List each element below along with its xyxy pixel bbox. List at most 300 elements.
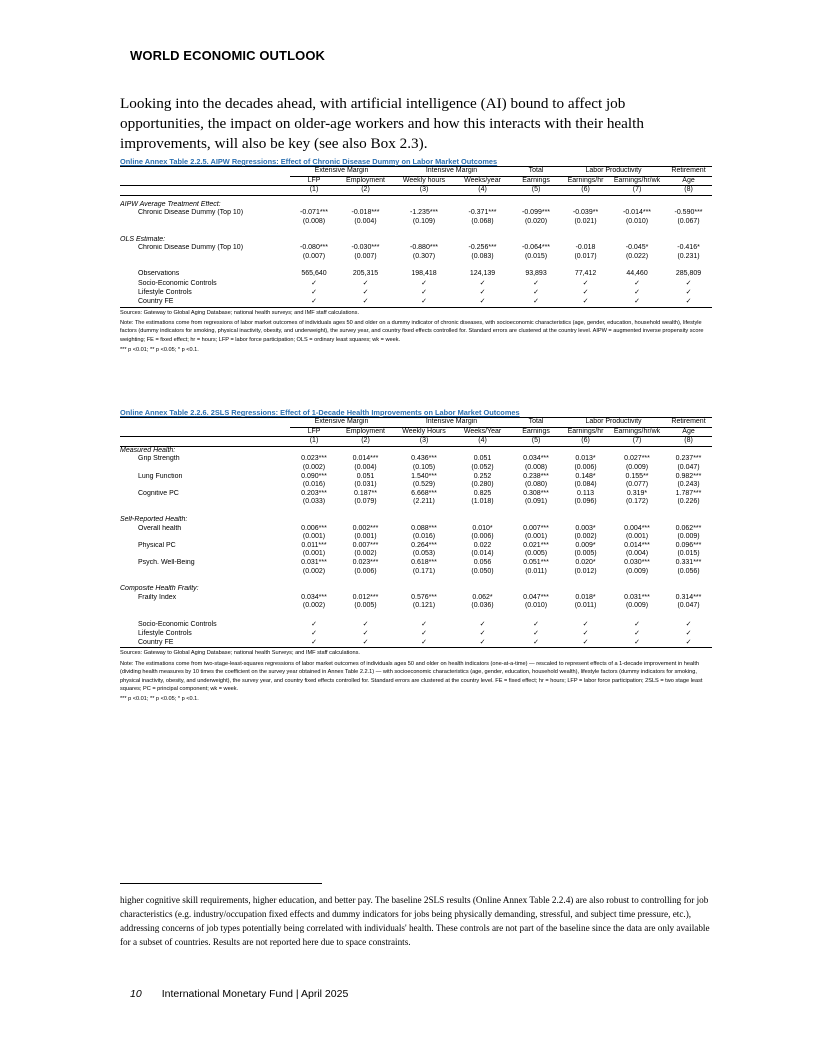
- value-cell: 0.187**: [354, 489, 377, 497]
- value-cell: 0.007***: [523, 524, 549, 532]
- row-label: Socio-Economic Controls: [138, 620, 217, 628]
- footnote: higher cognitive skill requirements, higher education, and better pay. The baseline 2SLS results (Online Annex Table 2.2.4) are also robust to controlling for job characteristics (e.g. industry/occupation fixed effects and dummy indicators for jobs being physically demanding, stressful, and subject time pressure, etc.), addressing concerns of job types potentially being correlated with individuals' health. These controls are not part of the baseline since the data are only available for a subset of countries. Results are not reported here due to space constraints.: [120, 895, 710, 947]
- column-header: Weekly Hours: [402, 427, 446, 435]
- coefficient-row: [120, 490, 712, 499]
- value-cell: (0.231): [677, 252, 700, 260]
- value-cell: (0.015): [677, 550, 700, 558]
- blank-cell: [120, 176, 290, 186]
- check-mark: ✓: [362, 630, 369, 638]
- check-mark: ✓: [685, 620, 692, 628]
- value-cell: 0.034***: [523, 455, 549, 463]
- value-cell: 0.155**: [625, 472, 649, 480]
- blank-cell: [510, 516, 562, 525]
- check-mark: ✓: [479, 289, 486, 297]
- significance-legend: *** p <0.01; ** p <0.05; * p <0.1.: [120, 346, 199, 353]
- value-cell: 93,893: [525, 270, 547, 278]
- value-cell: (0.010): [524, 602, 548, 610]
- value-cell: (0.084): [574, 481, 597, 489]
- observations-row: [120, 270, 712, 279]
- check-mark: ✓: [634, 289, 640, 297]
- blank-cell: [393, 446, 455, 455]
- check-mark: ✓: [311, 298, 317, 306]
- check-mark: ✓: [582, 630, 589, 638]
- value-cell: (0.080): [524, 481, 548, 489]
- row-label: Lung Function: [138, 472, 183, 480]
- section-header-row: [120, 446, 712, 455]
- value-cell: 0.264***: [411, 541, 437, 549]
- column-number: (2): [338, 437, 393, 447]
- value-cell: (0.050): [471, 567, 494, 575]
- value-cell: -0.416*: [677, 244, 700, 252]
- value-cell: (0.077): [625, 481, 649, 489]
- value-cell: 0.314***: [675, 593, 702, 601]
- value-cell: (0.053): [412, 550, 436, 558]
- blank-cell: [338, 585, 393, 594]
- value-cell: (2.211): [413, 498, 435, 506]
- coefficient-row: [120, 244, 712, 253]
- column-number: (6): [562, 437, 609, 447]
- blank-cell: [510, 201, 562, 210]
- row-label: Country FE: [138, 298, 174, 306]
- column-header: LFP: [307, 427, 321, 435]
- value-cell: (0.001): [302, 550, 326, 558]
- value-cell: 0.006***: [301, 524, 327, 532]
- value-cell: (0.172): [625, 498, 649, 506]
- value-cell: 0.018*: [575, 593, 596, 601]
- value-cell: (0.002): [574, 533, 597, 541]
- value-cell: (0.091): [524, 498, 548, 506]
- std-error-row: [120, 533, 712, 542]
- value-cell: 0.618***: [411, 558, 437, 566]
- column-header: Weeks/Year: [463, 427, 502, 435]
- value-cell: 0.020*: [575, 558, 596, 566]
- std-error-row: [120, 550, 712, 559]
- table-annex-2-2-6: [120, 408, 712, 706]
- value-cell: 0.002***: [352, 524, 379, 532]
- controls-row: [120, 638, 712, 648]
- blank-cell: [338, 236, 393, 245]
- value-cell: 0.056: [473, 558, 492, 566]
- value-cell: -0.030***: [351, 244, 380, 252]
- column-header: Age: [682, 176, 695, 184]
- value-cell: 0.436***: [411, 455, 437, 463]
- section-title: Composite Health Frailty:: [120, 585, 199, 593]
- blank-cell: [562, 585, 609, 594]
- column-group-header: Retirement: [665, 167, 712, 177]
- value-cell: -0.045*: [625, 244, 649, 252]
- blank-cell: [290, 585, 338, 594]
- value-cell: (0.015): [524, 252, 548, 260]
- value-cell: (0.243): [677, 481, 700, 489]
- table-note: Note: The estimations come from regressions of labor market outcomes of individuals ages 50 and older on a dummy indicator of chronic diseases, with socioeconomic characteristics (age, gender, education, household wealth), lifestyle factors (dummy indicators for smoking, physical inactivity, obesity, and underweight), the survey year, and country fixed effects controlled for. Standard errors are clustered at the country level. AIPW = augmented inverse propensity score weighting; FE = fixed effect; hr = hours; LFP = labor force participation; OLS = ordinary least squares; wk = week.: [120, 319, 704, 343]
- blank-cell: [120, 427, 290, 437]
- row-label: Chronic Disease Dummy (Top 10): [138, 244, 244, 252]
- std-error-row: [120, 602, 712, 611]
- controls-row: [120, 297, 712, 307]
- value-cell: (0.047): [677, 602, 700, 610]
- table-group-header: [120, 418, 712, 428]
- blank-cell: [562, 236, 609, 245]
- check-mark: ✓: [311, 639, 317, 647]
- value-cell: (0.011): [574, 602, 597, 610]
- table-group-header: [120, 167, 712, 177]
- check-mark: ✓: [311, 289, 317, 297]
- value-cell: (0.009): [677, 533, 700, 541]
- table-note: Note: The estimations come from two-stage-least-squares regressions of labor market outcomes of individuals ages 50 and older on health indicators (one-at-a-time) — rescaled to represent effects of a 1-decade improvement in health (dividing health measures by 10 times the coefficient on the survey year obtained in Annex Table 2.2.1) — with socioeconomic characteristics (age, gender, education, household wealth), lifestyle factors (dummy indicators for smoking, physical inactivity, obesity, and underweight), the survey year, and country fixed effects controlled for. Standard errors are clustered at the country level. FE = fixed effect; hr = hours; LFP = labor force participation; 2SLS = two stage least squares; PC = principal component; wk = week.: [120, 660, 703, 693]
- row-label: [120, 218, 290, 227]
- value-cell: 0.023***: [352, 558, 379, 566]
- coefficient-row: [120, 209, 712, 218]
- value-cell: (0.307): [412, 252, 436, 260]
- section-header-row: [120, 516, 712, 525]
- value-cell: -0.014***: [623, 209, 652, 217]
- value-cell: (0.004): [354, 463, 377, 471]
- table-source: Sources: Gateway to Global Aging Database; national health Surveys; and IMF staff calculations.: [120, 650, 360, 657]
- value-cell: (0.005): [354, 602, 377, 610]
- value-cell: -0.064***: [522, 244, 551, 252]
- spacer-row: [120, 611, 712, 620]
- blank-cell: [455, 446, 510, 455]
- value-cell: 0.825: [473, 489, 492, 497]
- regression-table: [120, 417, 712, 648]
- check-mark: ✓: [421, 639, 427, 647]
- check-mark: ✓: [582, 289, 589, 297]
- controls-row: [120, 279, 712, 288]
- blank-cell: [120, 227, 712, 236]
- column-number: (8): [665, 186, 712, 196]
- value-cell: (0.014): [471, 550, 494, 558]
- value-cell: (0.001): [524, 533, 548, 541]
- blank-cell: [120, 167, 290, 177]
- blank-cell: [120, 576, 712, 585]
- check-mark: ✓: [685, 630, 692, 638]
- check-mark: ✓: [533, 298, 539, 306]
- value-cell: 0.010*: [472, 524, 493, 532]
- column-header: Employment: [346, 427, 385, 435]
- value-cell: (0.002): [354, 550, 377, 558]
- section-title: Measured Health:: [120, 446, 176, 454]
- check-mark: ✓: [479, 298, 486, 306]
- table-source: Sources: Gateway to Global Aging Database; national health surveys; and IMF staff calculations.: [120, 309, 360, 316]
- value-cell: -0.880***: [410, 244, 439, 252]
- check-mark: ✓: [421, 298, 427, 306]
- column-number-row: [120, 437, 712, 447]
- value-cell: 0.982***: [675, 472, 702, 480]
- check-mark: ✓: [582, 279, 589, 287]
- column-number: (5): [510, 437, 562, 447]
- value-cell: (0.121): [412, 602, 436, 610]
- column-number: (4): [455, 437, 510, 447]
- check-mark: ✓: [421, 289, 427, 297]
- std-error-row: [120, 568, 712, 577]
- value-cell: 0.148*: [575, 472, 596, 480]
- value-cell: (0.006): [574, 463, 597, 471]
- blank-cell: [665, 516, 712, 525]
- value-cell: 0.009*: [575, 541, 596, 549]
- value-cell: (0.001): [354, 533, 377, 541]
- value-cell: (0.008): [302, 217, 326, 225]
- value-cell: -0.018***: [351, 209, 380, 217]
- row-label: [120, 464, 290, 473]
- value-cell: (0.011): [525, 567, 547, 575]
- column-group-header: Total: [510, 418, 562, 428]
- row-label: Lifestyle Controls: [138, 630, 192, 638]
- check-mark: ✓: [685, 639, 692, 647]
- std-error-row: [120, 481, 712, 490]
- value-cell: (0.067): [677, 217, 700, 225]
- check-mark: ✓: [685, 298, 692, 306]
- value-cell: -0.018: [575, 244, 596, 252]
- std-error-row: [120, 498, 712, 507]
- check-mark: ✓: [362, 620, 369, 628]
- value-cell: 77,412: [574, 270, 597, 278]
- value-cell: (0.020): [524, 217, 548, 225]
- value-cell: (0.047): [677, 463, 700, 471]
- blank-cell: [120, 507, 712, 516]
- value-cell: 1.787***: [675, 489, 702, 497]
- value-cell: 0.090***: [301, 472, 327, 480]
- value-cell: (0.008): [524, 463, 548, 471]
- page-footer: [130, 988, 348, 1000]
- check-mark: ✓: [362, 639, 369, 647]
- check-mark: ✓: [582, 620, 589, 628]
- value-cell: 0.203***: [301, 489, 327, 497]
- column-number: (3): [393, 437, 455, 447]
- check-mark: ✓: [533, 289, 539, 297]
- value-cell: (0.001): [302, 533, 326, 541]
- row-label: Chronic Disease Dummy (Top 10): [138, 209, 244, 217]
- value-cell: 0.051***: [523, 558, 549, 566]
- row-label: [120, 602, 290, 611]
- running-title: WORLD ECONOMIC OUTLOOK: [130, 48, 326, 63]
- table-annex-2-2-5: [120, 157, 712, 356]
- value-cell: 285,809: [675, 270, 702, 278]
- value-cell: 0.012***: [352, 593, 379, 601]
- blank-cell: [338, 446, 393, 455]
- row-label: Lifestyle Controls: [138, 289, 192, 297]
- blank-cell: [455, 516, 510, 525]
- column-header: Earnings/hr: [567, 427, 604, 435]
- check-mark: ✓: [685, 279, 692, 287]
- value-cell: -0.039**: [572, 209, 599, 217]
- value-cell: (0.021): [574, 217, 597, 225]
- value-cell: 0.051: [473, 455, 492, 463]
- check-mark: ✓: [533, 639, 539, 647]
- value-cell: (0.031): [354, 481, 377, 489]
- value-cell: 44,460: [626, 270, 648, 278]
- blank-cell: [455, 585, 510, 594]
- section-header-row: [120, 236, 712, 245]
- table-notes: [120, 309, 712, 355]
- value-cell: (0.036): [471, 602, 494, 610]
- coefficient-row: [120, 594, 712, 603]
- value-cell: (1.018): [471, 498, 494, 506]
- column-group-header: Total: [510, 167, 562, 177]
- check-mark: ✓: [362, 279, 369, 287]
- value-cell: -0.590***: [674, 209, 703, 217]
- value-cell: 0.047***: [523, 593, 549, 601]
- column-group-header: Labor Productivity: [562, 418, 665, 428]
- controls-row: [120, 288, 712, 297]
- check-mark: ✓: [533, 620, 539, 628]
- value-cell: (0.005): [574, 550, 597, 558]
- value-cell: (0.006): [354, 567, 377, 575]
- blank-cell: [562, 446, 609, 455]
- value-cell: (0.105): [412, 463, 436, 471]
- value-cell: 0.023***: [301, 455, 327, 463]
- value-cell: (0.009): [625, 602, 649, 610]
- check-mark: ✓: [311, 630, 317, 638]
- table-notes: [120, 649, 712, 704]
- value-cell: -0.071***: [299, 209, 329, 217]
- value-cell: (0.529): [412, 481, 436, 489]
- row-label: [120, 550, 290, 559]
- check-mark: ✓: [634, 279, 640, 287]
- controls-row: [120, 620, 712, 629]
- lead-paragraph: Looking into the decades ahead, with artificial intelligence (AI) bound to affect job opportunities, the impact on older-age workers and how this interacts with their health improvements, will also be key (see also Box 2.3).: [120, 95, 644, 152]
- row-label: Psych. Well-Being: [138, 558, 195, 566]
- value-cell: (0.007): [354, 252, 377, 260]
- row-label: Frailty Index: [138, 593, 177, 601]
- value-cell: (0.002): [302, 602, 326, 610]
- value-cell: 0.004***: [624, 524, 650, 532]
- check-mark: ✓: [634, 639, 640, 647]
- value-cell: 0.062*: [472, 593, 493, 601]
- blank-cell: [609, 236, 665, 245]
- check-mark: ✓: [582, 298, 589, 306]
- table-subheader: [120, 176, 712, 186]
- column-header: Employment: [346, 176, 385, 184]
- check-mark: ✓: [634, 298, 640, 306]
- value-cell: 198,418: [411, 270, 437, 278]
- blank-cell: [393, 236, 455, 245]
- blank-cell: [665, 236, 712, 245]
- column-group-header: Intensive Margin: [393, 418, 510, 428]
- section-header-row: [120, 201, 712, 210]
- column-group-header: Intensive Margin: [393, 167, 510, 177]
- value-cell: 0.031***: [624, 593, 650, 601]
- value-cell: 0.014***: [624, 541, 650, 549]
- value-cell: (0.022): [625, 252, 649, 260]
- value-cell: 0.014***: [352, 455, 379, 463]
- value-cell: -0.256***: [468, 244, 497, 252]
- blank-cell: [120, 418, 290, 428]
- coefficient-row: [120, 455, 712, 464]
- blank-cell: [120, 437, 290, 447]
- column-group-header: Extensive Margin: [290, 167, 393, 177]
- value-cell: (0.012): [574, 567, 597, 575]
- blank-cell: [455, 201, 510, 210]
- check-mark: ✓: [362, 298, 369, 306]
- value-cell: 1.540***: [411, 472, 437, 480]
- check-mark: ✓: [479, 279, 486, 287]
- column-header: Earnings/hr/wk: [613, 427, 661, 435]
- blank-cell: [562, 201, 609, 210]
- column-group-header: Retirement: [665, 418, 712, 428]
- row-label: Physical PC: [138, 541, 176, 549]
- value-cell: (0.004): [625, 550, 649, 558]
- check-mark: ✓: [421, 620, 427, 628]
- blank-cell: [290, 236, 338, 245]
- check-mark: ✓: [311, 279, 317, 287]
- value-cell: -0.371***: [468, 209, 497, 217]
- value-cell: (0.083): [471, 252, 494, 260]
- value-cell: 0.308***: [523, 489, 549, 497]
- value-cell: (0.068): [471, 217, 494, 225]
- value-cell: (0.079): [354, 498, 377, 506]
- row-label: Overall health: [138, 524, 182, 532]
- value-cell: (0.033): [302, 498, 326, 506]
- blank-cell: [510, 236, 562, 245]
- spacer-row: [120, 507, 712, 516]
- blank-cell: [609, 201, 665, 210]
- check-mark: ✓: [479, 620, 486, 628]
- column-number: (5): [510, 186, 562, 196]
- value-cell: 0.027***: [624, 455, 650, 463]
- table-subheader: [120, 427, 712, 437]
- row-label: [120, 481, 290, 490]
- blank-cell: [609, 516, 665, 525]
- std-error-row: [120, 464, 712, 473]
- value-cell: (0.109): [412, 217, 436, 225]
- column-number: (1): [290, 186, 338, 196]
- column-header: Earnings/hr: [567, 176, 604, 184]
- blank-cell: [120, 261, 712, 270]
- column-number: (4): [455, 186, 510, 196]
- column-header: Weeks/year: [464, 176, 501, 184]
- value-cell: 0.576***: [411, 593, 437, 601]
- row-label: [120, 253, 290, 262]
- value-cell: (0.280): [471, 481, 494, 489]
- value-cell: 0.031***: [301, 558, 327, 566]
- value-cell: -1.235***: [410, 209, 439, 217]
- blank-cell: [510, 585, 562, 594]
- blank-cell: [290, 446, 338, 455]
- blank-cell: [665, 201, 712, 210]
- value-cell: (0.016): [302, 481, 326, 489]
- column-number: (2): [338, 186, 393, 196]
- check-mark: ✓: [479, 630, 486, 638]
- blank-cell: [290, 516, 338, 525]
- blank-cell: [120, 611, 712, 620]
- column-header: Earnings: [522, 427, 550, 435]
- blank-cell: [120, 186, 290, 196]
- value-cell: (0.226): [677, 498, 700, 506]
- column-header: Age: [682, 427, 695, 435]
- value-cell: 0.238***: [523, 472, 549, 480]
- row-label: [120, 533, 290, 542]
- column-number-row: [120, 186, 712, 196]
- blank-cell: [455, 236, 510, 245]
- column-number: (7): [609, 437, 665, 447]
- column-number: (8): [665, 437, 712, 447]
- value-cell: 0.319*: [626, 489, 648, 497]
- blank-cell: [393, 585, 455, 594]
- value-cell: (0.017): [574, 252, 597, 260]
- value-cell: 0.062***: [675, 524, 702, 532]
- value-cell: 0.096***: [675, 541, 702, 549]
- value-cell: 0.237***: [675, 455, 702, 463]
- value-cell: (0.016): [412, 533, 436, 541]
- value-cell: (0.009): [625, 463, 649, 471]
- spacer-row: [120, 576, 712, 585]
- blank-cell: [609, 585, 665, 594]
- value-cell: (0.004): [354, 217, 377, 225]
- regression-table: [120, 166, 712, 308]
- coefficient-row: [120, 542, 712, 551]
- column-group-header: Labor Productivity: [562, 167, 665, 177]
- value-cell: 0.088***: [411, 524, 437, 532]
